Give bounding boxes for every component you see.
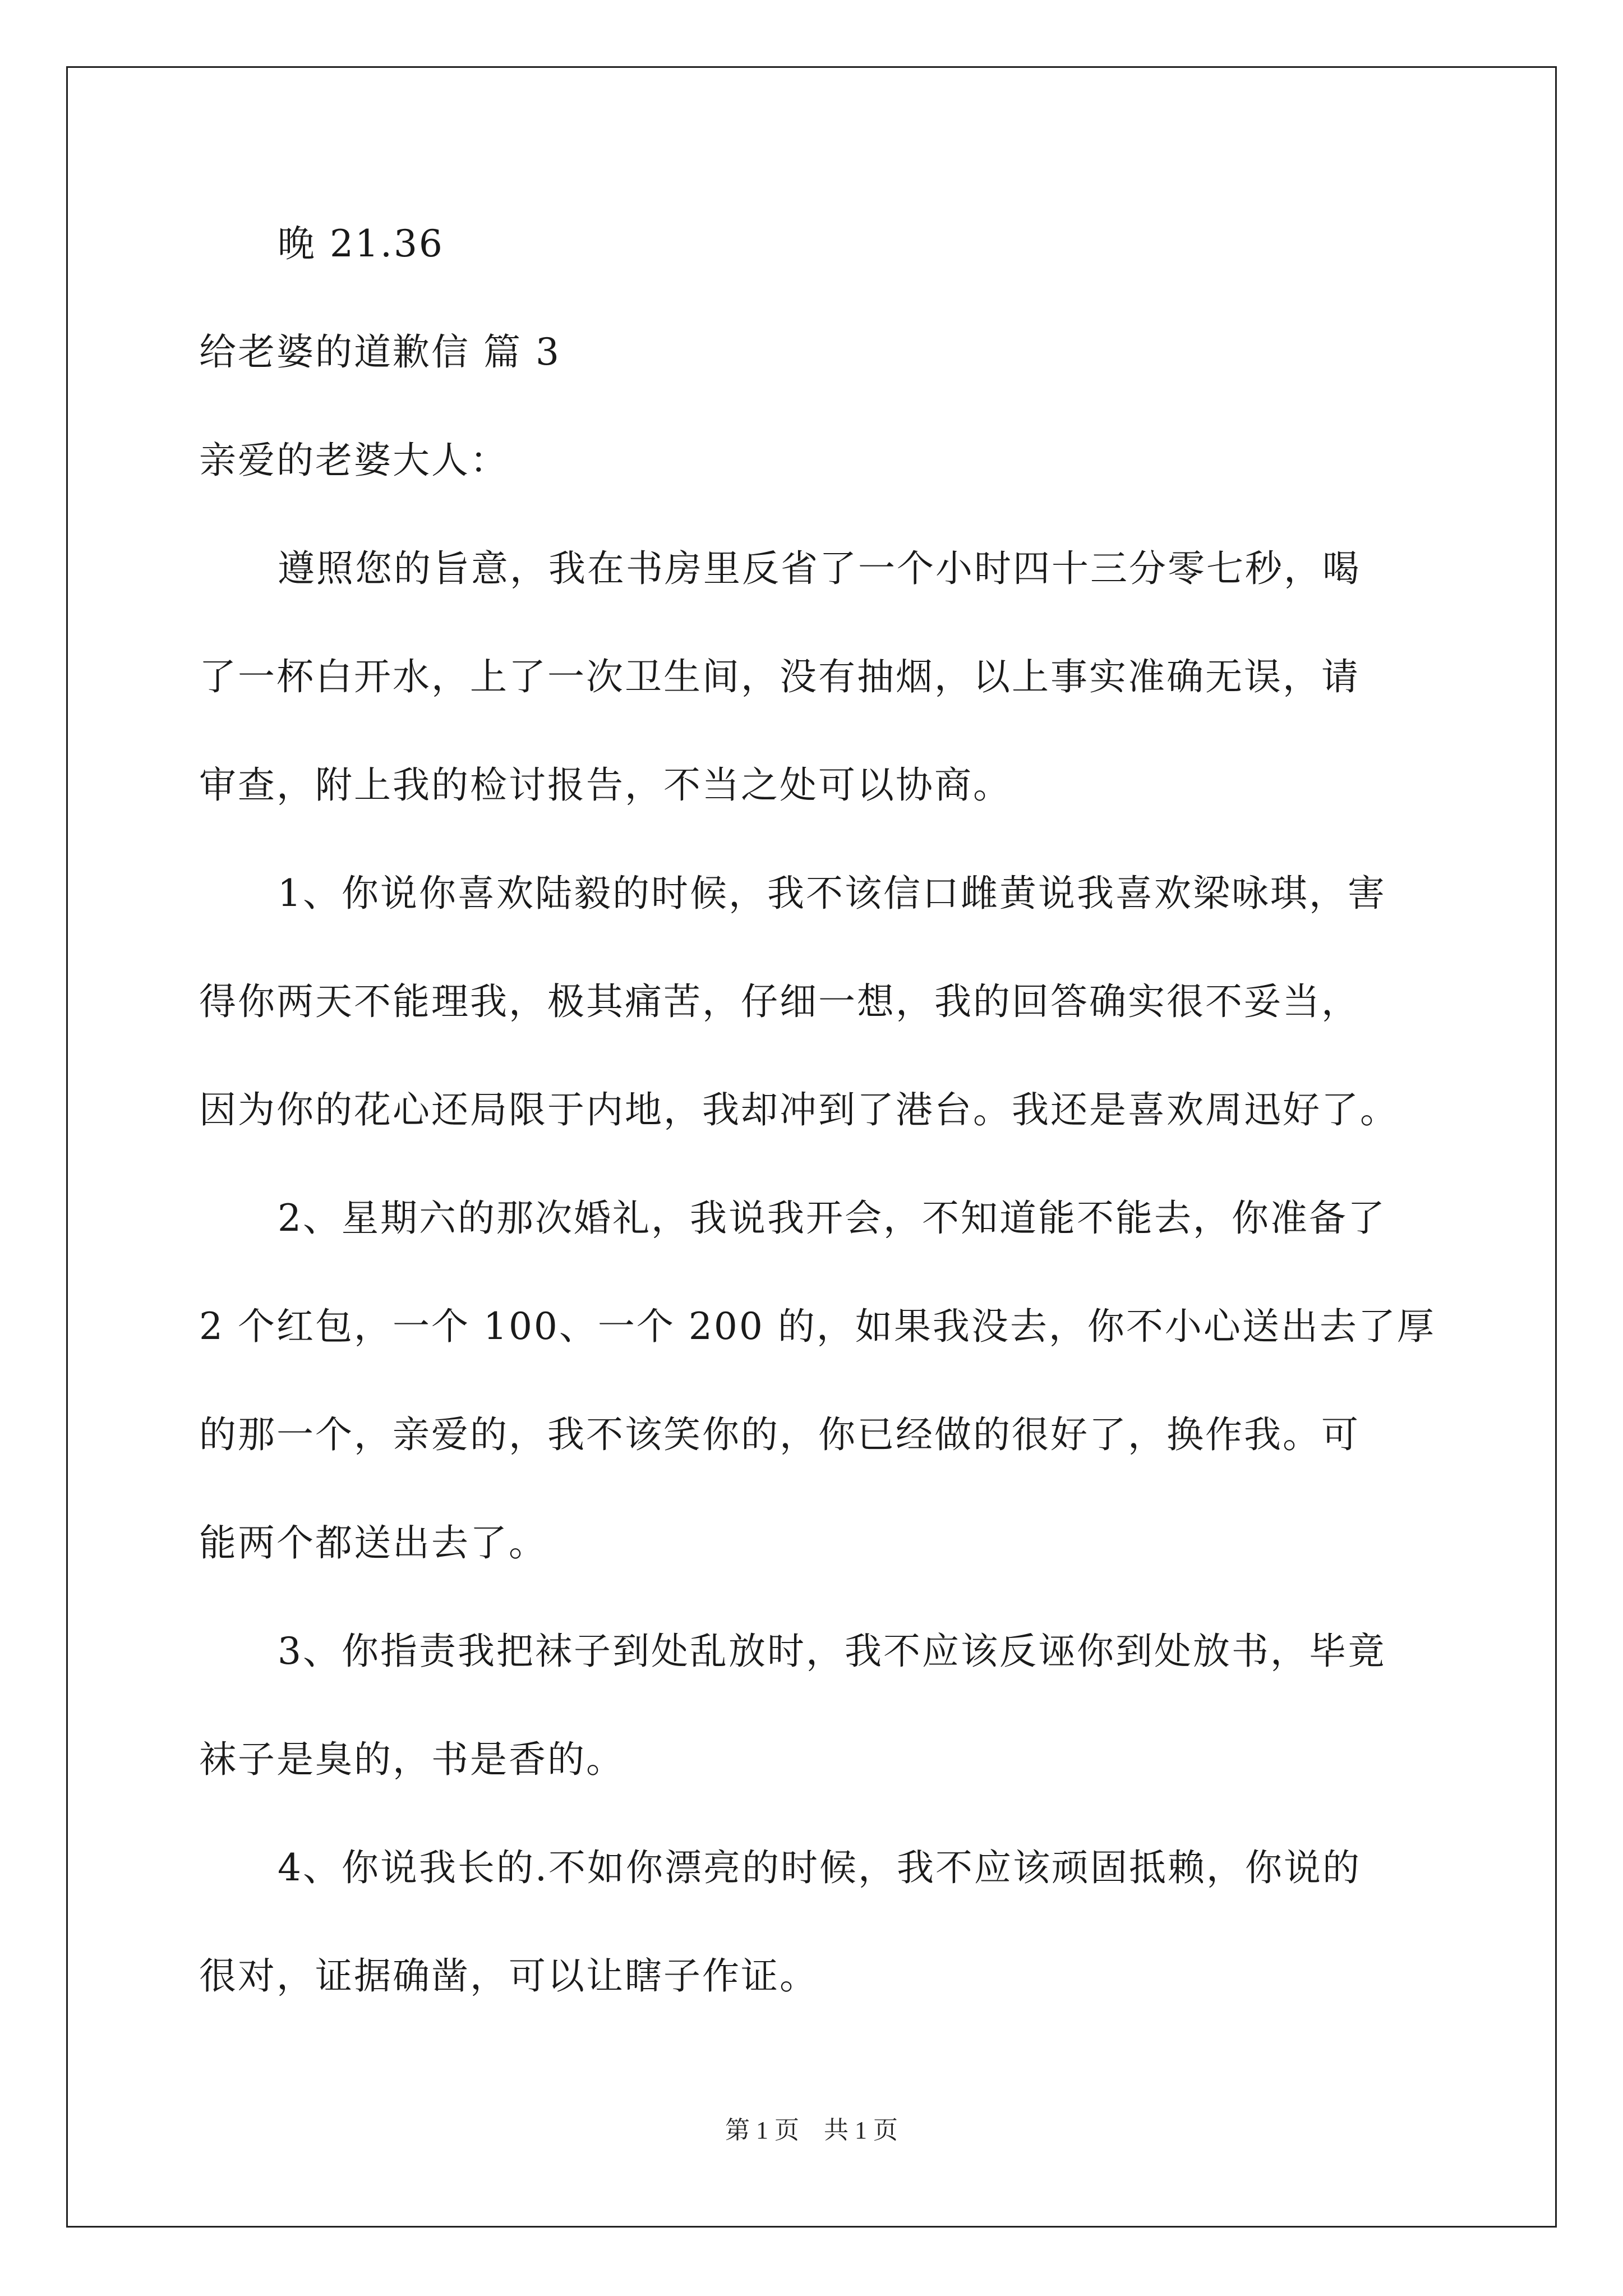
paragraph-line: 很对，证据确凿，可以让瞎子作证。 xyxy=(199,1954,818,1998)
paragraph-line: 的那一个，亲爱的，我不该笑你的，你已经做的很好了，换作我。可 xyxy=(199,1413,1360,1456)
paragraph-line: 2 个红包，一个 100、一个 200 的，如果我没去，你不小心送出去了厚 xyxy=(199,1305,1436,1348)
paragraph-line: 4、你说我长的.不如你漂亮的时候，我不应该顽固抵赖，你说的 xyxy=(278,1846,1361,1889)
paragraph-line: 2、星期六的那次婚礼，我说我开会，不知道能不能去，你准备了 xyxy=(278,1197,1386,1240)
paragraph-line: 因为你的花心还局限于内地，我却冲到了港台。我还是喜欢周迅好了。 xyxy=(199,1088,1399,1131)
paragraph-line: 能两个都送出去了。 xyxy=(199,1521,547,1565)
paragraph-line: 3、你指责我把袜子到处乱放时，我不应该反诬你到处放书，毕竟 xyxy=(278,1630,1386,1673)
paragraph-line: 审查，附上我的检讨报告，不当之处可以协商。 xyxy=(199,763,1012,807)
paragraph-line: 遵照您的旨意，我在书房里反省了一个小时四十三分零七秒，喝 xyxy=(278,547,1361,590)
paragraph-line: 了一杯白开水，上了一次卫生间，没有抽烟，以上事实准确无误，请 xyxy=(199,655,1360,698)
paragraph-line: 1、你说你喜欢陆毅的时候，我不该信口雌黄说我喜欢梁咏琪，害 xyxy=(278,872,1386,915)
paragraph-line: 袜子是臭的，书是香的。 xyxy=(199,1738,625,1781)
page-border xyxy=(66,66,1557,2228)
time-line: 晚 21.36 xyxy=(278,222,444,265)
section-title: 给老婆的道歉信 篇 3 xyxy=(199,330,561,374)
paragraph-line: 得你两天不能理我，极其痛苦，仔细一想，我的回答确实很不妥当， xyxy=(199,980,1360,1023)
salutation: 亲爱的老婆大人： xyxy=(199,439,509,482)
page-number-footer: 第 1 页 共 1 页 xyxy=(725,2116,898,2144)
